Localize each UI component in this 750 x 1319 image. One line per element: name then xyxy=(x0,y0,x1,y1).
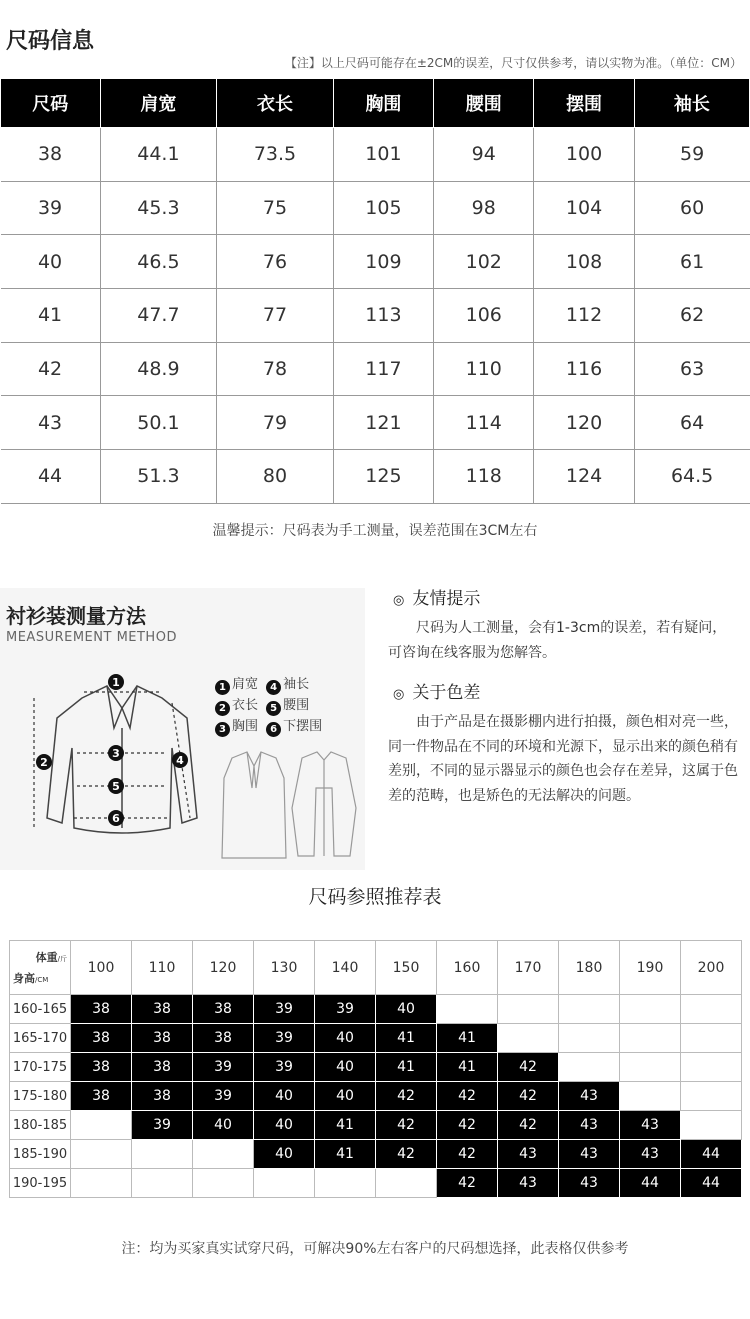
size-cell: 114 xyxy=(434,396,534,450)
header-waist: 腰围 xyxy=(434,79,534,128)
size-cell: 61 xyxy=(634,235,749,289)
size-cell: 47.7 xyxy=(100,289,217,343)
weight-header: 120 xyxy=(193,941,254,995)
size-cell: 98 xyxy=(434,181,534,235)
reference-cell xyxy=(315,1169,376,1198)
weight-header: 190 xyxy=(620,941,681,995)
measurement-tip: 温馨提示：尺码表为手工测量，误差范围在3CM左右 xyxy=(212,523,538,539)
reference-cell xyxy=(620,1024,681,1053)
size-cell: 77 xyxy=(217,289,334,343)
measurement-legend xyxy=(215,674,326,737)
legend-item: 3 胸围 xyxy=(215,716,258,737)
legend-item: 1 肩宽 xyxy=(215,674,258,695)
size-cell: 48.9 xyxy=(100,342,217,396)
size-cell: 50.1 xyxy=(100,396,217,450)
reference-cell xyxy=(620,1082,681,1111)
header-chest: 胸围 xyxy=(333,79,433,128)
reference-cell: 43 xyxy=(620,1111,681,1140)
size-cell: 116 xyxy=(534,342,634,396)
weight-header: 130 xyxy=(254,941,315,995)
reference-cell: 38 xyxy=(132,995,193,1024)
size-table-header xyxy=(1,79,750,128)
reference-cell xyxy=(376,1169,437,1198)
header-size: 尺码 xyxy=(1,79,101,128)
size-cell: 44 xyxy=(1,450,101,504)
reference-cell: 43 xyxy=(498,1140,559,1169)
reference-cell: 38 xyxy=(71,1053,132,1082)
reference-cell: 38 xyxy=(132,1082,193,1111)
jacket-diagram xyxy=(22,658,222,858)
size-cell: 75 xyxy=(217,181,334,235)
height-label: 170-175 xyxy=(10,1053,71,1082)
size-cell: 124 xyxy=(534,450,634,504)
reference-row xyxy=(10,1082,742,1111)
reference-cell xyxy=(132,1140,193,1169)
height-label: 160-165 xyxy=(10,995,71,1024)
svg-text:2: 2 xyxy=(40,756,48,769)
reference-cell: 40 xyxy=(376,995,437,1024)
reference-row xyxy=(10,1140,742,1169)
reference-corner-cell: 体重/斤 身高/CM xyxy=(10,941,71,995)
size-cell: 106 xyxy=(434,289,534,343)
size-cell: 76 xyxy=(217,235,334,289)
shirt-sketches-icon xyxy=(212,748,362,868)
reference-table-title: 尺码参照推荐表 xyxy=(308,886,442,908)
size-cell: 59 xyxy=(634,128,749,182)
reference-cell: 39 xyxy=(193,1082,254,1111)
size-cell: 113 xyxy=(333,289,433,343)
friendly-hint-title: ◎ 友情提示 xyxy=(393,589,481,609)
weight-header: 170 xyxy=(498,941,559,995)
reference-cell: 40 xyxy=(254,1082,315,1111)
reference-cell: 42 xyxy=(437,1111,498,1140)
header-sleeve: 袖长 xyxy=(634,79,749,128)
height-label: 175-180 xyxy=(10,1082,71,1111)
size-cell: 110 xyxy=(434,342,534,396)
reference-cell: 38 xyxy=(71,1082,132,1111)
reference-cell: 42 xyxy=(437,1082,498,1111)
friendly-hint-text: 尺码为人工测量，会有1-3cm的误差，若有疑问，可咨询在线客服为您解答。 xyxy=(388,620,727,661)
reference-cell: 44 xyxy=(681,1140,742,1169)
svg-text:5: 5 xyxy=(112,780,120,793)
reference-cell xyxy=(681,1082,742,1111)
size-cell: 118 xyxy=(434,450,534,504)
weight-header: 140 xyxy=(315,941,376,995)
size-cell: 39 xyxy=(1,181,101,235)
reference-row xyxy=(10,1024,742,1053)
size-cell: 45.3 xyxy=(100,181,217,235)
reference-cell: 39 xyxy=(315,995,376,1024)
size-cell: 64 xyxy=(634,396,749,450)
reference-cell: 44 xyxy=(620,1169,681,1198)
reference-cell xyxy=(71,1169,132,1198)
size-row xyxy=(1,128,750,182)
reference-cell xyxy=(71,1111,132,1140)
svg-text:1: 1 xyxy=(112,676,120,689)
header-shoulder: 肩宽 xyxy=(100,79,217,128)
header-length: 衣长 xyxy=(217,79,334,128)
size-row xyxy=(1,235,750,289)
size-reference-table xyxy=(9,940,742,1198)
reference-cell xyxy=(437,995,498,1024)
header-hem: 摆围 xyxy=(534,79,634,128)
size-table xyxy=(0,78,750,504)
reference-cell xyxy=(254,1169,315,1198)
reference-row xyxy=(10,995,742,1024)
reference-cell: 43 xyxy=(559,1140,620,1169)
size-cell: 62 xyxy=(634,289,749,343)
reference-row xyxy=(10,1169,742,1198)
size-cell: 41 xyxy=(1,289,101,343)
legend-item: 5 腰围 xyxy=(266,695,309,716)
reference-cell: 41 xyxy=(376,1053,437,1082)
reference-cell: 40 xyxy=(193,1111,254,1140)
size-cell: 117 xyxy=(333,342,433,396)
size-row xyxy=(1,289,750,343)
reference-cell: 42 xyxy=(498,1111,559,1140)
weight-header: 200 xyxy=(681,941,742,995)
reference-cell xyxy=(681,995,742,1024)
reference-cell: 38 xyxy=(71,995,132,1024)
reference-cell: 40 xyxy=(315,1053,376,1082)
reference-cell: 41 xyxy=(315,1140,376,1169)
size-cell: 42 xyxy=(1,342,101,396)
reference-cell: 39 xyxy=(193,1053,254,1082)
size-row xyxy=(1,396,750,450)
size-cell: 125 xyxy=(333,450,433,504)
reference-cell xyxy=(71,1140,132,1169)
ring-icon: ◎ xyxy=(393,593,405,608)
size-cell: 80 xyxy=(217,450,334,504)
size-note: 【注】以上尺码可能存在±2CM的误差，尺寸仅供参考，请以实物为准。（单位：CM） xyxy=(284,56,742,70)
size-cell: 51.3 xyxy=(100,450,217,504)
reference-cell xyxy=(559,995,620,1024)
size-cell: 109 xyxy=(333,235,433,289)
size-row xyxy=(1,450,750,504)
size-cell: 112 xyxy=(534,289,634,343)
method-title: 衬衫装测量方法 xyxy=(6,604,146,628)
reference-cell: 41 xyxy=(315,1111,376,1140)
size-cell: 60 xyxy=(634,181,749,235)
reference-cell: 39 xyxy=(132,1111,193,1140)
size-cell: 102 xyxy=(434,235,534,289)
weight-header: 100 xyxy=(71,941,132,995)
svg-text:6: 6 xyxy=(112,812,120,825)
reference-cell xyxy=(620,1053,681,1082)
size-cell: 79 xyxy=(217,396,334,450)
size-cell: 63 xyxy=(634,342,749,396)
reference-cell: 38 xyxy=(132,1024,193,1053)
size-cell: 40 xyxy=(1,235,101,289)
reference-cell: 44 xyxy=(681,1169,742,1198)
color-hint-title: ◎ 关于色差 xyxy=(393,683,481,703)
size-cell: 104 xyxy=(534,181,634,235)
size-cell: 105 xyxy=(333,181,433,235)
reference-cell: 39 xyxy=(254,1024,315,1053)
reference-cell: 43 xyxy=(559,1111,620,1140)
size-cell: 100 xyxy=(534,128,634,182)
ring-icon: ◎ xyxy=(393,687,405,702)
reference-cell: 42 xyxy=(376,1140,437,1169)
reference-row xyxy=(10,1053,742,1082)
reference-cell: 40 xyxy=(254,1140,315,1169)
weight-header: 110 xyxy=(132,941,193,995)
reference-header-row xyxy=(10,941,742,995)
weight-header: 150 xyxy=(376,941,437,995)
reference-cell xyxy=(559,1053,620,1082)
reference-cell: 38 xyxy=(132,1053,193,1082)
reference-cell: 42 xyxy=(376,1082,437,1111)
reference-cell xyxy=(559,1024,620,1053)
reference-cell xyxy=(193,1140,254,1169)
legend-item: 2 衣长 xyxy=(215,695,258,716)
size-row xyxy=(1,181,750,235)
reference-cell xyxy=(498,995,559,1024)
reference-row xyxy=(10,1111,742,1140)
weight-header: 160 xyxy=(437,941,498,995)
size-cell: 73.5 xyxy=(217,128,334,182)
size-cell: 43 xyxy=(1,396,101,450)
reference-cell: 43 xyxy=(620,1140,681,1169)
reference-cell xyxy=(193,1169,254,1198)
reference-cell xyxy=(681,1053,742,1082)
legend-item: 4 袖长 xyxy=(266,674,309,695)
reference-cell xyxy=(620,995,681,1024)
reference-cell: 43 xyxy=(559,1169,620,1198)
reference-cell: 43 xyxy=(559,1082,620,1111)
reference-cell: 38 xyxy=(71,1024,132,1053)
reference-cell: 38 xyxy=(193,995,254,1024)
height-label: 185-190 xyxy=(10,1140,71,1169)
reference-cell: 42 xyxy=(498,1082,559,1111)
size-cell: 94 xyxy=(434,128,534,182)
reference-cell: 42 xyxy=(437,1169,498,1198)
weight-header: 180 xyxy=(559,941,620,995)
svg-text:3: 3 xyxy=(112,747,120,760)
size-cell: 46.5 xyxy=(100,235,217,289)
reference-cell: 39 xyxy=(254,995,315,1024)
reference-cell: 42 xyxy=(498,1053,559,1082)
reference-cell: 43 xyxy=(498,1169,559,1198)
height-label: 165-170 xyxy=(10,1024,71,1053)
size-cell: 108 xyxy=(534,235,634,289)
size-cell: 38 xyxy=(1,128,101,182)
svg-text:4: 4 xyxy=(176,754,184,767)
reference-footer-note: 注：均为买家真实试穿尺码，可解决90%左右客户的尺码想选择，此表格仅供参考 xyxy=(121,1241,629,1257)
size-info-title: 尺码信息 xyxy=(6,29,95,54)
size-cell: 120 xyxy=(534,396,634,450)
height-label: 190-195 xyxy=(10,1169,71,1198)
reference-cell: 40 xyxy=(315,1024,376,1053)
size-cell: 44.1 xyxy=(100,128,217,182)
height-label: 180-185 xyxy=(10,1111,71,1140)
size-cell: 64.5 xyxy=(634,450,749,504)
reference-cell: 38 xyxy=(193,1024,254,1053)
reference-cell: 41 xyxy=(437,1024,498,1053)
reference-cell: 39 xyxy=(254,1053,315,1082)
reference-cell: 40 xyxy=(254,1111,315,1140)
size-cell: 101 xyxy=(333,128,433,182)
legend-item: 6 下摆围 xyxy=(266,716,322,737)
measurement-method-panel xyxy=(0,588,365,870)
reference-cell: 41 xyxy=(376,1024,437,1053)
reference-cell: 41 xyxy=(437,1053,498,1082)
size-cell: 121 xyxy=(333,396,433,450)
reference-cell xyxy=(498,1024,559,1053)
method-subtitle: MEASUREMENT METHOD xyxy=(6,630,177,645)
size-row xyxy=(1,342,750,396)
reference-cell: 40 xyxy=(315,1082,376,1111)
reference-cell: 42 xyxy=(376,1111,437,1140)
color-hint-text: 由于产品是在摄影棚内进行拍摄，颜色相对亮一些，同一件物品在不同的环境和光源下，显示出来的颜色稍有差别，不同的显示器显示的颜色也会存在差异，这属于色差的范畴，也是矫色的无法解决的问题。 xyxy=(388,714,738,804)
reference-cell: 42 xyxy=(437,1140,498,1169)
reference-cell xyxy=(681,1111,742,1140)
size-cell: 78 xyxy=(217,342,334,396)
reference-cell xyxy=(132,1169,193,1198)
reference-cell xyxy=(681,1024,742,1053)
